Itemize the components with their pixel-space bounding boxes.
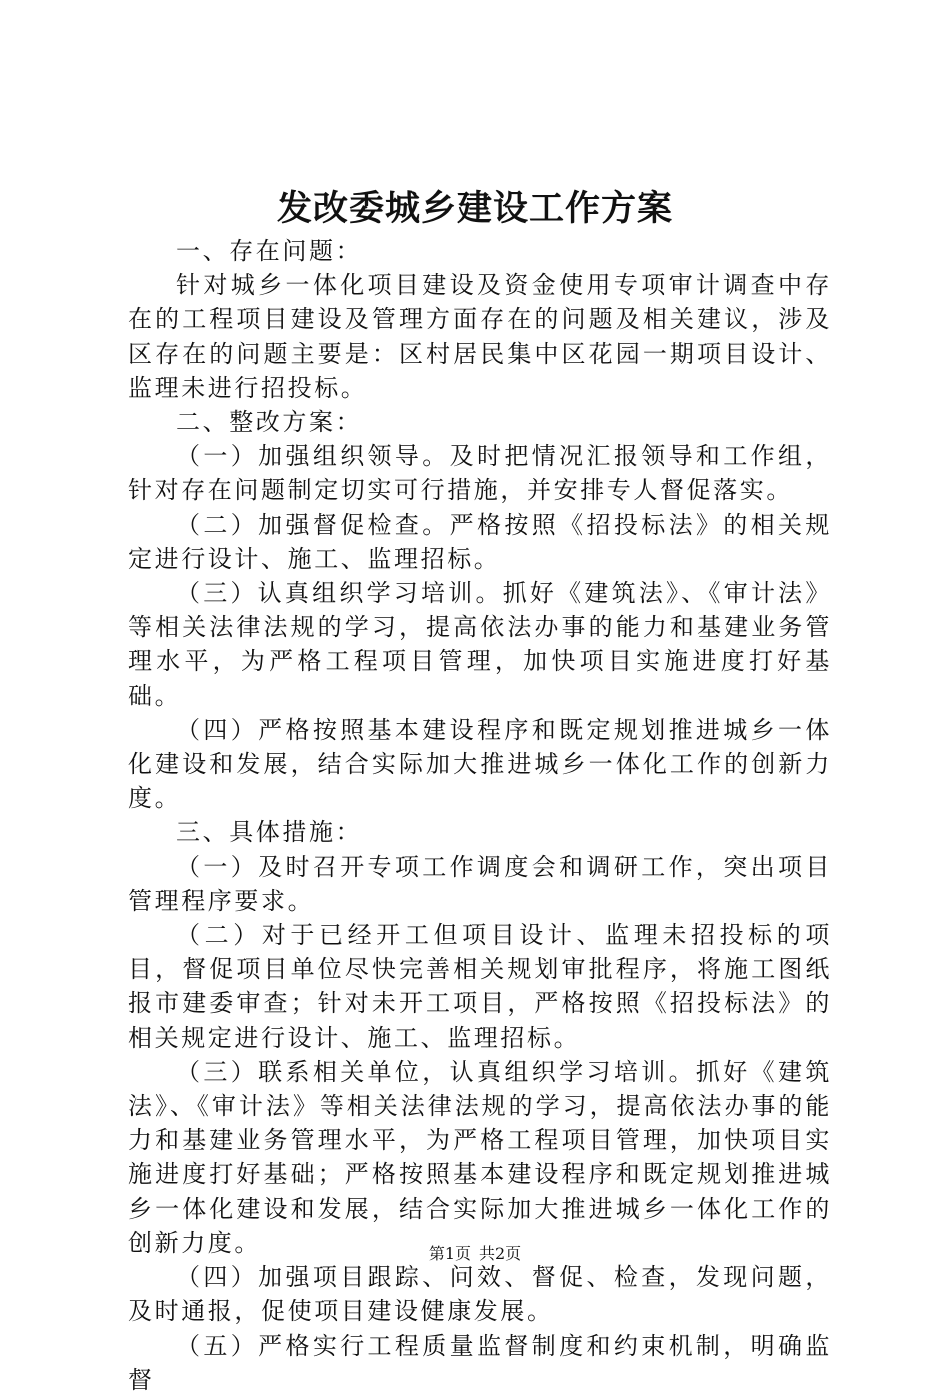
paragraph: （三）联系相关单位，认真组织学习培训。抓好《建筑法》、《审计法》等相关法律法规的学习，提高依法办事的能力和基建业务管理水平，为严格工程项目管理，加快项目实施进度打好基础；严格按照基本建设程序和既定规划推进城乡一体化建设和发展，结合实际加大推进城乡一体化工作的创新力度。	[128, 1057, 832, 1257]
section-heading: 三、具体措施：	[176, 818, 363, 847]
paragraph: （三）认真组织学习培训。抓好《建筑法》、《审计法》等相关法律法规的学习，提高依法办事的能力和基建业务管理水平，为严格工程项目管理，加快项目实施进度打好基础。	[128, 579, 832, 710]
paragraph: （四）严格按照基本建设程序和既定规划推进城乡一体化建设和发展，结合实际加大推进城乡一体化工作的创新力度。	[128, 715, 832, 813]
page-total: 共2页	[479, 1244, 522, 1263]
paragraph: （二）加强督促检查。严格按照《招投标法》的相关规定进行设计、施工、监理招标。	[128, 510, 832, 573]
paragraph: 针对城乡一体化项目建设及资金使用专项审计调查中存在的工程项目建设及管理方面存在的问题及相关建议，涉及区存在的问题主要是：区村居民集中区花园一期项目设计、监理未进行招投标。	[128, 271, 832, 402]
paragraph: （一）加强组织领导。及时把情况汇报领导和工作组，针对存在问题制定切实可行措施，并安排专人督促落实。	[128, 442, 832, 505]
page-footer	[0, 1243, 950, 1265]
section-heading: 二、整改方案：	[176, 408, 363, 437]
paragraph: （四）加强项目跟踪、问效、督促、检查，发现问题，及时通报，促使项目建设健康发展。	[128, 1263, 832, 1326]
page-number: 第1页	[428, 1244, 471, 1263]
paragraph: （一）及时召开专项工作调度会和调研工作，突出项目管理程序要求。	[128, 852, 832, 915]
document-body	[128, 234, 832, 1397]
paragraph: （二）对于已经开工但项目设计、监理未招投标的项目，督促项目单位尽快完善相关规划审批程序，将施工图纸报市建委审查；针对未开工项目，严格按照《招投标法》的相关规定进行设计、施工、监理招标。	[128, 921, 832, 1052]
section-heading: 一、存在问题：	[176, 237, 363, 265]
document-title: 发改委城乡建设工作方案	[276, 188, 673, 229]
paragraph: （五）严格实行工程质量监督制度和约束机制，明确监督	[128, 1331, 832, 1394]
